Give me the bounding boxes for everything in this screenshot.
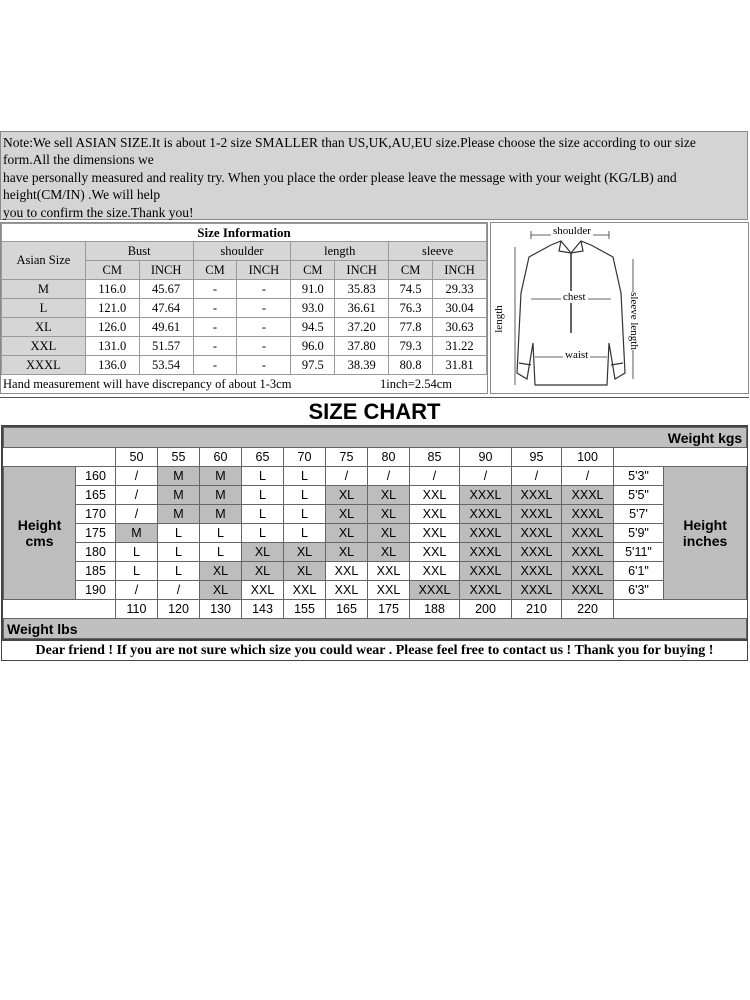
measurement-cell: 79.3 — [389, 337, 433, 356]
height-inches-label-line: inches — [682, 533, 728, 549]
measurement-cell: - — [193, 356, 237, 375]
weight-lb-cell: 210 — [512, 600, 562, 619]
size-cell: M — [200, 505, 242, 524]
size-cell: XL — [242, 543, 284, 562]
size-cell: / — [512, 467, 562, 486]
measurement-cell: 94.5 — [291, 318, 335, 337]
size-cell: XXL — [284, 581, 326, 600]
size-cell: / — [326, 467, 368, 486]
size-cell: XL — [326, 543, 368, 562]
height-cm-cell: 165 — [76, 486, 116, 505]
shirt-measurement-diagram — [490, 222, 749, 394]
height-inch-cell: 5'11" — [614, 543, 664, 562]
length-header: length — [291, 242, 389, 261]
size-cell: XXL — [326, 581, 368, 600]
size-cell: XXXL — [512, 562, 562, 581]
size-cell: / — [116, 581, 158, 600]
measurement-cell: 30.04 — [433, 299, 487, 318]
size-cell: XXXL — [460, 524, 512, 543]
weight-lb-cell: 130 — [200, 600, 242, 619]
height-cm-cell: 180 — [76, 543, 116, 562]
size-cell: XL — [326, 524, 368, 543]
size-information-row — [2, 356, 487, 375]
weight-kg-cell: 55 — [158, 448, 200, 467]
size-cell: XXL — [368, 581, 410, 600]
height-inch-cell: 5'9" — [614, 524, 664, 543]
size-cell: XL — [368, 543, 410, 562]
measurement-cell: - — [193, 280, 237, 299]
size-label: XXXL — [2, 356, 86, 375]
size-cell: / — [410, 467, 460, 486]
size-cell: M — [200, 467, 242, 486]
measurement-cell: - — [237, 356, 291, 375]
size-cell: L — [242, 486, 284, 505]
sleeve-length-label: sleeve length — [627, 292, 640, 350]
weight-kg-cell: 50 — [116, 448, 158, 467]
size-cell: L — [242, 524, 284, 543]
note-line: height(CM/IN) .We will help — [3, 187, 161, 203]
size-cell: / — [562, 467, 614, 486]
size-chart-row — [4, 486, 747, 505]
unit-header: CM — [389, 261, 433, 280]
measurement-cell: 76.3 — [389, 299, 433, 318]
closing-message: Dear friend ! If you are not sure which size you could wear . Please feel free to contact us ! Thank you for buying ! — [1, 640, 748, 661]
measurement-cell: 37.80 — [335, 337, 389, 356]
weight-lb-cell: 188 — [410, 600, 460, 619]
spacer-cell — [664, 448, 747, 467]
size-cell: L — [200, 543, 242, 562]
unit-header: CM — [85, 261, 139, 280]
size-chart-row — [4, 562, 747, 581]
size-cell: XXXL — [562, 581, 614, 600]
weight-lb-cell: 155 — [284, 600, 326, 619]
spacer-cell — [76, 448, 116, 467]
weight-kg-cell: 60 — [200, 448, 242, 467]
measurement-cell: 93.0 — [291, 299, 335, 318]
size-cell: XXXL — [460, 543, 512, 562]
weight-lb-cell: 143 — [242, 600, 284, 619]
length-label: length — [492, 305, 505, 333]
asian-size-header: Asian Size — [2, 242, 86, 280]
size-cell: L — [242, 467, 284, 486]
size-cell: XL — [326, 486, 368, 505]
size-cell: M — [158, 505, 200, 524]
size-cell: XXL — [410, 543, 460, 562]
height-inch-cell: 5'5" — [614, 486, 664, 505]
size-cell: M — [116, 524, 158, 543]
size-information-row — [2, 318, 487, 337]
size-cell: / — [116, 486, 158, 505]
size-cell: XXL — [410, 524, 460, 543]
size-cell: M — [200, 486, 242, 505]
spacer-cell — [4, 600, 76, 619]
size-information-row — [2, 280, 487, 299]
size-information-panel — [0, 222, 488, 394]
size-cell: XXXL — [512, 524, 562, 543]
measurement-cell: 91.0 — [291, 280, 335, 299]
size-information-table — [1, 223, 487, 375]
size-cell: XXL — [326, 562, 368, 581]
size-cell: / — [116, 505, 158, 524]
spacer-cell — [614, 600, 664, 619]
size-information-row — [2, 299, 487, 318]
measurement-cell: 74.5 — [389, 280, 433, 299]
size-cell: XXL — [410, 505, 460, 524]
note-line: have personally measured and reality try. When you place the order please leave the message with your weight (KG/LB) and — [3, 169, 677, 185]
size-cell: XXL — [410, 562, 460, 581]
size-cell: XL — [284, 562, 326, 581]
size-cell: XXXL — [410, 581, 460, 600]
height-cm-cell: 175 — [76, 524, 116, 543]
size-cell: XL — [200, 562, 242, 581]
measurement-cell: 31.81 — [433, 356, 487, 375]
chest-label: chest — [563, 291, 586, 303]
size-cell: / — [460, 467, 512, 486]
size-chart-row — [4, 581, 747, 600]
size-cell: XXXL — [562, 486, 614, 505]
measurement-cell: 49.61 — [139, 318, 193, 337]
weight-kg-cell: 75 — [326, 448, 368, 467]
unit-header: INCH — [433, 261, 487, 280]
spacer-cell — [76, 600, 116, 619]
weight-lb-cell: 220 — [562, 600, 614, 619]
weight-kg-cell: 70 — [284, 448, 326, 467]
measurement-cell: 136.0 — [85, 356, 139, 375]
measurement-cell: 45.67 — [139, 280, 193, 299]
size-information-rows — [2, 280, 487, 375]
size-cell: XL — [368, 505, 410, 524]
height-cms-label — [4, 467, 76, 600]
shirt-diagram-icon — [491, 223, 748, 393]
unit-header: INCH — [335, 261, 389, 280]
size-cell: XXXL — [460, 581, 512, 600]
measurement-cell: 29.33 — [433, 280, 487, 299]
weight-lb-cell: 110 — [116, 600, 158, 619]
bust-header: Bust — [85, 242, 193, 261]
size-cell: L — [284, 524, 326, 543]
size-cell: / — [158, 581, 200, 600]
measurement-cell: - — [193, 299, 237, 318]
measurement-cell: 116.0 — [85, 280, 139, 299]
size-cell: XL — [326, 505, 368, 524]
size-information-title: Size Information — [2, 224, 487, 242]
measurement-cell: - — [237, 337, 291, 356]
height-cm-cell: 160 — [76, 467, 116, 486]
spacer-cell — [664, 600, 747, 619]
size-cell: M — [158, 467, 200, 486]
size-cell: XL — [368, 524, 410, 543]
spacer-cell — [614, 448, 664, 467]
shoulder-header: shoulder — [193, 242, 291, 261]
weight-kg-cell: 100 — [562, 448, 614, 467]
measurement-cell: 80.8 — [389, 356, 433, 375]
size-chart-row — [4, 505, 747, 524]
measurement-cell: 96.0 — [291, 337, 335, 356]
size-chart-table — [3, 427, 747, 639]
height-inch-cell: 5'3" — [614, 467, 664, 486]
size-chart — [1, 425, 748, 641]
size-cell: XXXL — [460, 562, 512, 581]
size-cell: XXXL — [460, 505, 512, 524]
size-chart-row — [4, 543, 747, 562]
size-note — [0, 131, 748, 220]
weight-lb-cell: 165 — [326, 600, 368, 619]
size-label: L — [2, 299, 86, 318]
size-cell: XXL — [410, 486, 460, 505]
height-cm-cell: 190 — [76, 581, 116, 600]
height-cm-cell: 185 — [76, 562, 116, 581]
weight-kg-cell: 65 — [242, 448, 284, 467]
size-cell: XL — [242, 562, 284, 581]
size-cell: XXXL — [512, 581, 562, 600]
size-cell: L — [284, 467, 326, 486]
size-cell: XL — [368, 486, 410, 505]
unit-header: CM — [291, 261, 335, 280]
size-cell: XXXL — [460, 486, 512, 505]
size-label: XXL — [2, 337, 86, 356]
size-cell: XXXL — [512, 486, 562, 505]
size-cell: XXXL — [512, 543, 562, 562]
size-cell: / — [368, 467, 410, 486]
size-cell: XL — [284, 543, 326, 562]
size-cell: XXXL — [562, 543, 614, 562]
size-cell: XXXL — [512, 505, 562, 524]
height-inches-label — [664, 467, 747, 600]
sleeve-header: sleeve — [389, 242, 487, 261]
weight-lbs-label: Weight lbs — [4, 619, 747, 639]
measurement-cell: 97.5 — [291, 356, 335, 375]
unit-header: CM — [193, 261, 237, 280]
height-cm-cell: 170 — [76, 505, 116, 524]
measurement-cell: 131.0 — [85, 337, 139, 356]
weight-kgs-label: Weight kgs — [4, 428, 747, 448]
weight-kg-cell: 90 — [460, 448, 512, 467]
weight-kgs-row — [4, 448, 747, 467]
size-chart-row — [4, 467, 747, 486]
size-cell: L — [284, 505, 326, 524]
size-cell: / — [116, 467, 158, 486]
measurement-cell: - — [237, 280, 291, 299]
height-inch-cell: 6'1" — [614, 562, 664, 581]
measurement-cell: 36.61 — [335, 299, 389, 318]
size-cell: XXL — [368, 562, 410, 581]
size-label: M — [2, 280, 86, 299]
weight-lb-cell: 120 — [158, 600, 200, 619]
unit-header: INCH — [237, 261, 291, 280]
size-cell: XL — [200, 581, 242, 600]
size-cell: XXXL — [562, 562, 614, 581]
height-cms-label-line: cms — [25, 533, 54, 549]
measurement-cell: 47.64 — [139, 299, 193, 318]
size-cell: XXXL — [562, 505, 614, 524]
measurement-cell: 77.8 — [389, 318, 433, 337]
measurement-cell: - — [193, 318, 237, 337]
size-cell: L — [116, 562, 158, 581]
waist-label: waist — [565, 349, 589, 361]
size-cell: L — [158, 524, 200, 543]
note-line: you to confirm the size.Thank you! — [3, 204, 194, 220]
size-label: XL — [2, 318, 86, 337]
size-information-row — [2, 337, 487, 356]
size-chart-title: SIZE CHART — [0, 397, 749, 425]
height-inch-cell: 5'7' — [614, 505, 664, 524]
height-inches-label-line: Height — [683, 517, 727, 533]
measurement-cell: 121.0 — [85, 299, 139, 318]
size-cell: L — [158, 543, 200, 562]
height-cms-label-line: Height — [17, 517, 62, 533]
weight-lbs-row — [4, 600, 747, 619]
note-line: Note:We sell ASIAN SIZE.It is about 1-2 size SMALLER than US,UK,AU,EU size.Please choose the size according to our size — [3, 135, 696, 150]
weight-kg-cell: 85 — [410, 448, 460, 467]
measurement-cell: 35.83 — [335, 280, 389, 299]
measurement-cell: 37.20 — [335, 318, 389, 337]
unit-header: INCH — [139, 261, 193, 280]
size-cell: L — [242, 505, 284, 524]
measurement-cell: - — [193, 337, 237, 356]
measurement-cell: - — [237, 299, 291, 318]
size-cell: L — [158, 562, 200, 581]
spacer-cell — [4, 448, 76, 467]
measurement-cell: 126.0 — [85, 318, 139, 337]
measurement-cell: 38.39 — [335, 356, 389, 375]
weight-kg-cell: 95 — [512, 448, 562, 467]
measurement-cell: 31.22 — [433, 337, 487, 356]
measurement-disclaimer: Hand measurement will have discrepancy of about 1-3cm — [3, 377, 292, 391]
inch-conversion: 1inch=2.54cm — [380, 377, 452, 391]
size-cell: XXXL — [562, 524, 614, 543]
size-cell: L — [284, 486, 326, 505]
size-cell: M — [158, 486, 200, 505]
weight-lb-cell: 200 — [460, 600, 512, 619]
size-chart-row — [4, 524, 747, 543]
note-line: form.All the dimensions we — [3, 152, 154, 168]
measurement-cell: - — [237, 318, 291, 337]
size-chart-rows — [4, 467, 747, 600]
shoulder-label: shoulder — [553, 225, 591, 237]
size-cell: L — [200, 524, 242, 543]
measurement-cell: 30.63 — [433, 318, 487, 337]
measurement-cell: 51.57 — [139, 337, 193, 356]
size-cell: L — [116, 543, 158, 562]
weight-kg-cell: 80 — [368, 448, 410, 467]
weight-lb-cell: 175 — [368, 600, 410, 619]
measurement-cell: 53.54 — [139, 356, 193, 375]
size-cell: XXL — [242, 581, 284, 600]
height-inch-cell: 6'3" — [614, 581, 664, 600]
